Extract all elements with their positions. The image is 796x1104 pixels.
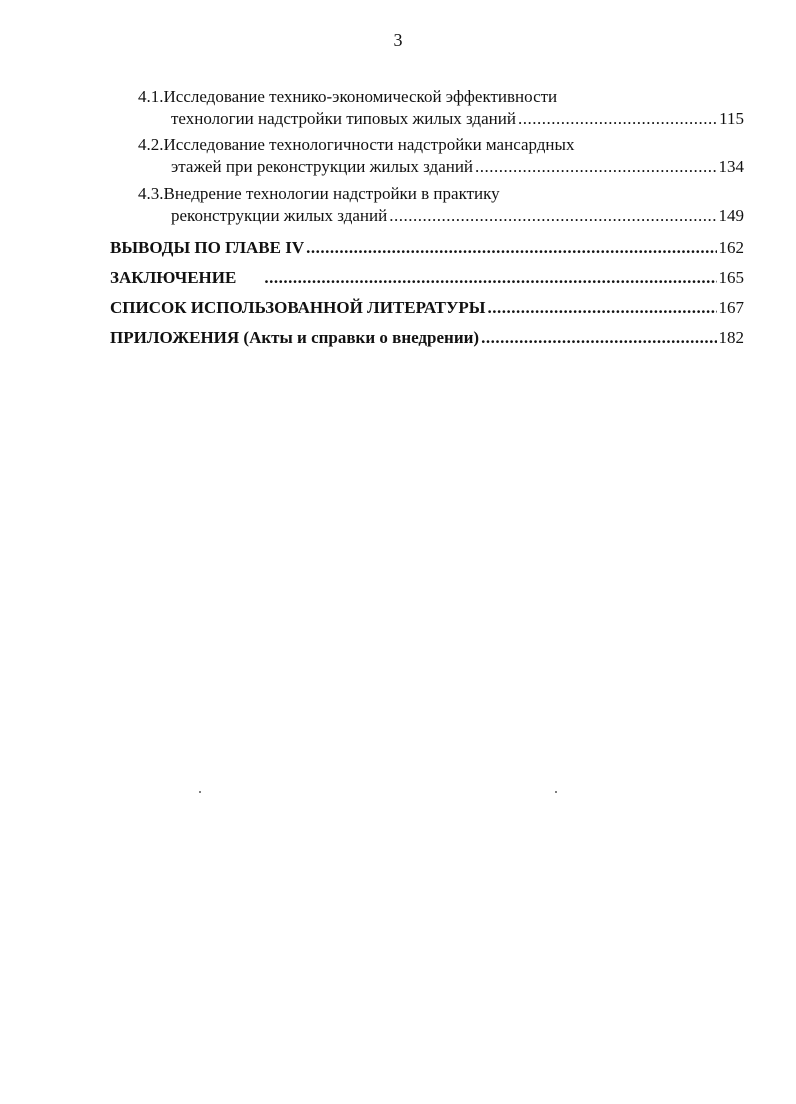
toc-page-number: 115 [719, 109, 744, 128]
toc-section-appendices [110, 327, 744, 349]
toc-item-4-3-line1 [138, 183, 744, 205]
toc-page-number: 182 [718, 328, 744, 347]
toc-section-title: ПРИЛОЖЕНИЯ (Акты и справки о внедрении) [110, 328, 480, 347]
toc-item-number: 4.3. [138, 184, 164, 203]
dot-leader [475, 156, 716, 178]
toc-page-number: 162 [718, 238, 744, 257]
toc-item-4-1-line2 [171, 108, 744, 130]
toc-page-number: 165 [718, 268, 744, 287]
toc-item-4-3-line2 [171, 205, 744, 227]
toc-item-title-cont: этажей при реконструкции жилых зданий [171, 157, 474, 176]
page-number: 3 [393, 30, 403, 50]
toc-section-title: ВЫВОДЫ ПО ГЛАВЕ IV [110, 238, 305, 257]
scan-speck [199, 791, 201, 793]
toc-item-4-1-line1 [138, 86, 744, 108]
toc-section-title: ЗАКЛЮЧЕНИЕ [110, 268, 237, 287]
toc-section-conclusions-chapter-4 [110, 237, 744, 259]
dot-leader [488, 297, 717, 319]
toc-item-title: Внедрение технологии надстройки в практику [163, 184, 500, 203]
toc-page-number: 134 [718, 157, 744, 176]
toc-item-number: 4.1. [138, 87, 164, 106]
scan-speck [555, 791, 557, 793]
toc-section-title: СПИСОК ИСПОЛЬЗОВАННОЙ ЛИТЕРАТУРЫ [110, 298, 486, 317]
dot-leader [518, 108, 717, 130]
toc-page-number: 149 [718, 206, 744, 225]
toc-section-conclusion [110, 267, 744, 289]
toc-item-title: Исследование технологичности надстройки мансардных [163, 135, 575, 154]
toc-item-title-cont: реконструкции жилых зданий [171, 206, 388, 225]
dot-leader [264, 267, 716, 289]
toc-page-number: 167 [718, 298, 744, 317]
toc-item-number: 4.2. [138, 135, 164, 154]
toc-item-title: Исследование технико-экономической эффективности [163, 87, 558, 106]
toc-item-4-2-line1 [138, 134, 744, 156]
dot-leader [306, 237, 716, 259]
toc-item-title-cont: технологии надстройки типовых жилых зданий [171, 109, 516, 128]
toc-section-references [110, 297, 744, 319]
toc-item-4-2-line2 [171, 156, 744, 178]
dot-leader [481, 327, 716, 349]
dot-leader [389, 205, 716, 227]
